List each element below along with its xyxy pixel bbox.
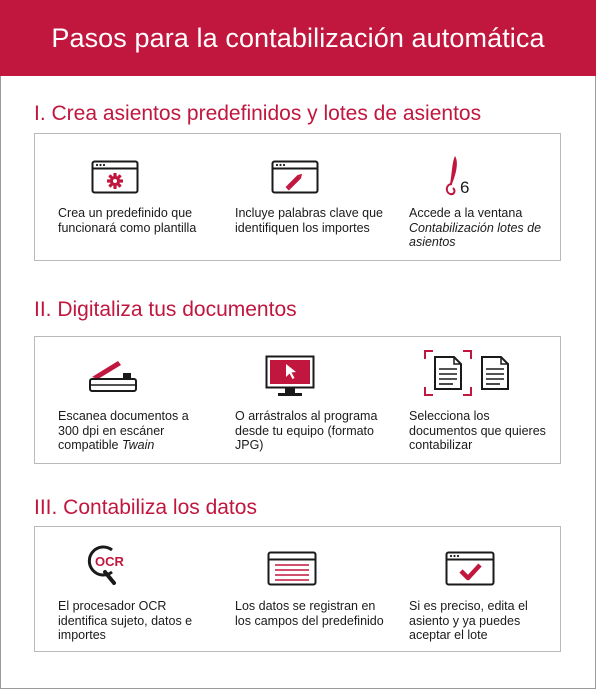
svg-text:6: 6 [460,178,470,197]
section-title-2: II. Digitaliza tus documentos [34,298,297,321]
ocr-magnifier-icon [58,527,208,587]
svg-text:OCR: OCR [95,554,124,569]
step-text: Accede a la ventana Contabilización lotes de asientos [409,206,542,250]
header-banner [0,0,596,76]
browser-check-icon [409,527,559,587]
monitor-cursor-icon [235,337,385,397]
step-text: Si es preciso, edita el asiento y ya puedes aceptar el lote [409,599,528,643]
quill-six-icon [409,134,559,197]
browser-pencil-icon [235,134,385,194]
step-text: Escanea documentos a 300 dpi en escáner compatible Twain [58,409,189,453]
step-text: Crea un predefinido que funcionará como plantilla [58,206,197,235]
step-text: Selecciona los documentos que quieres contabilizar [409,409,546,453]
step-text: Incluye palabras clave que identifiquen los importes [235,206,384,235]
browser-gear-icon [58,134,208,194]
section-title-1: I. Crea asientos predefinidos y lotes de asientos [34,102,482,125]
section-box-3 [34,526,561,652]
page-title: Pasos para la contabilización automática [51,22,545,53]
section-box-2 [34,336,561,464]
browser-lines-icon [235,527,385,587]
step-text: O arrástralos al programa desde tu equipo (formato JPG) [235,409,378,453]
step-text: Los datos se registran en los campos del predefinido [235,599,384,628]
section-title-3: III. Contabiliza los datos [34,496,257,519]
step-text: El procesador OCR identifica sujeto, datos e importes [58,599,193,643]
document-select-icon [409,337,559,397]
scanner-icon [58,337,208,397]
section-box-1 [34,133,561,261]
